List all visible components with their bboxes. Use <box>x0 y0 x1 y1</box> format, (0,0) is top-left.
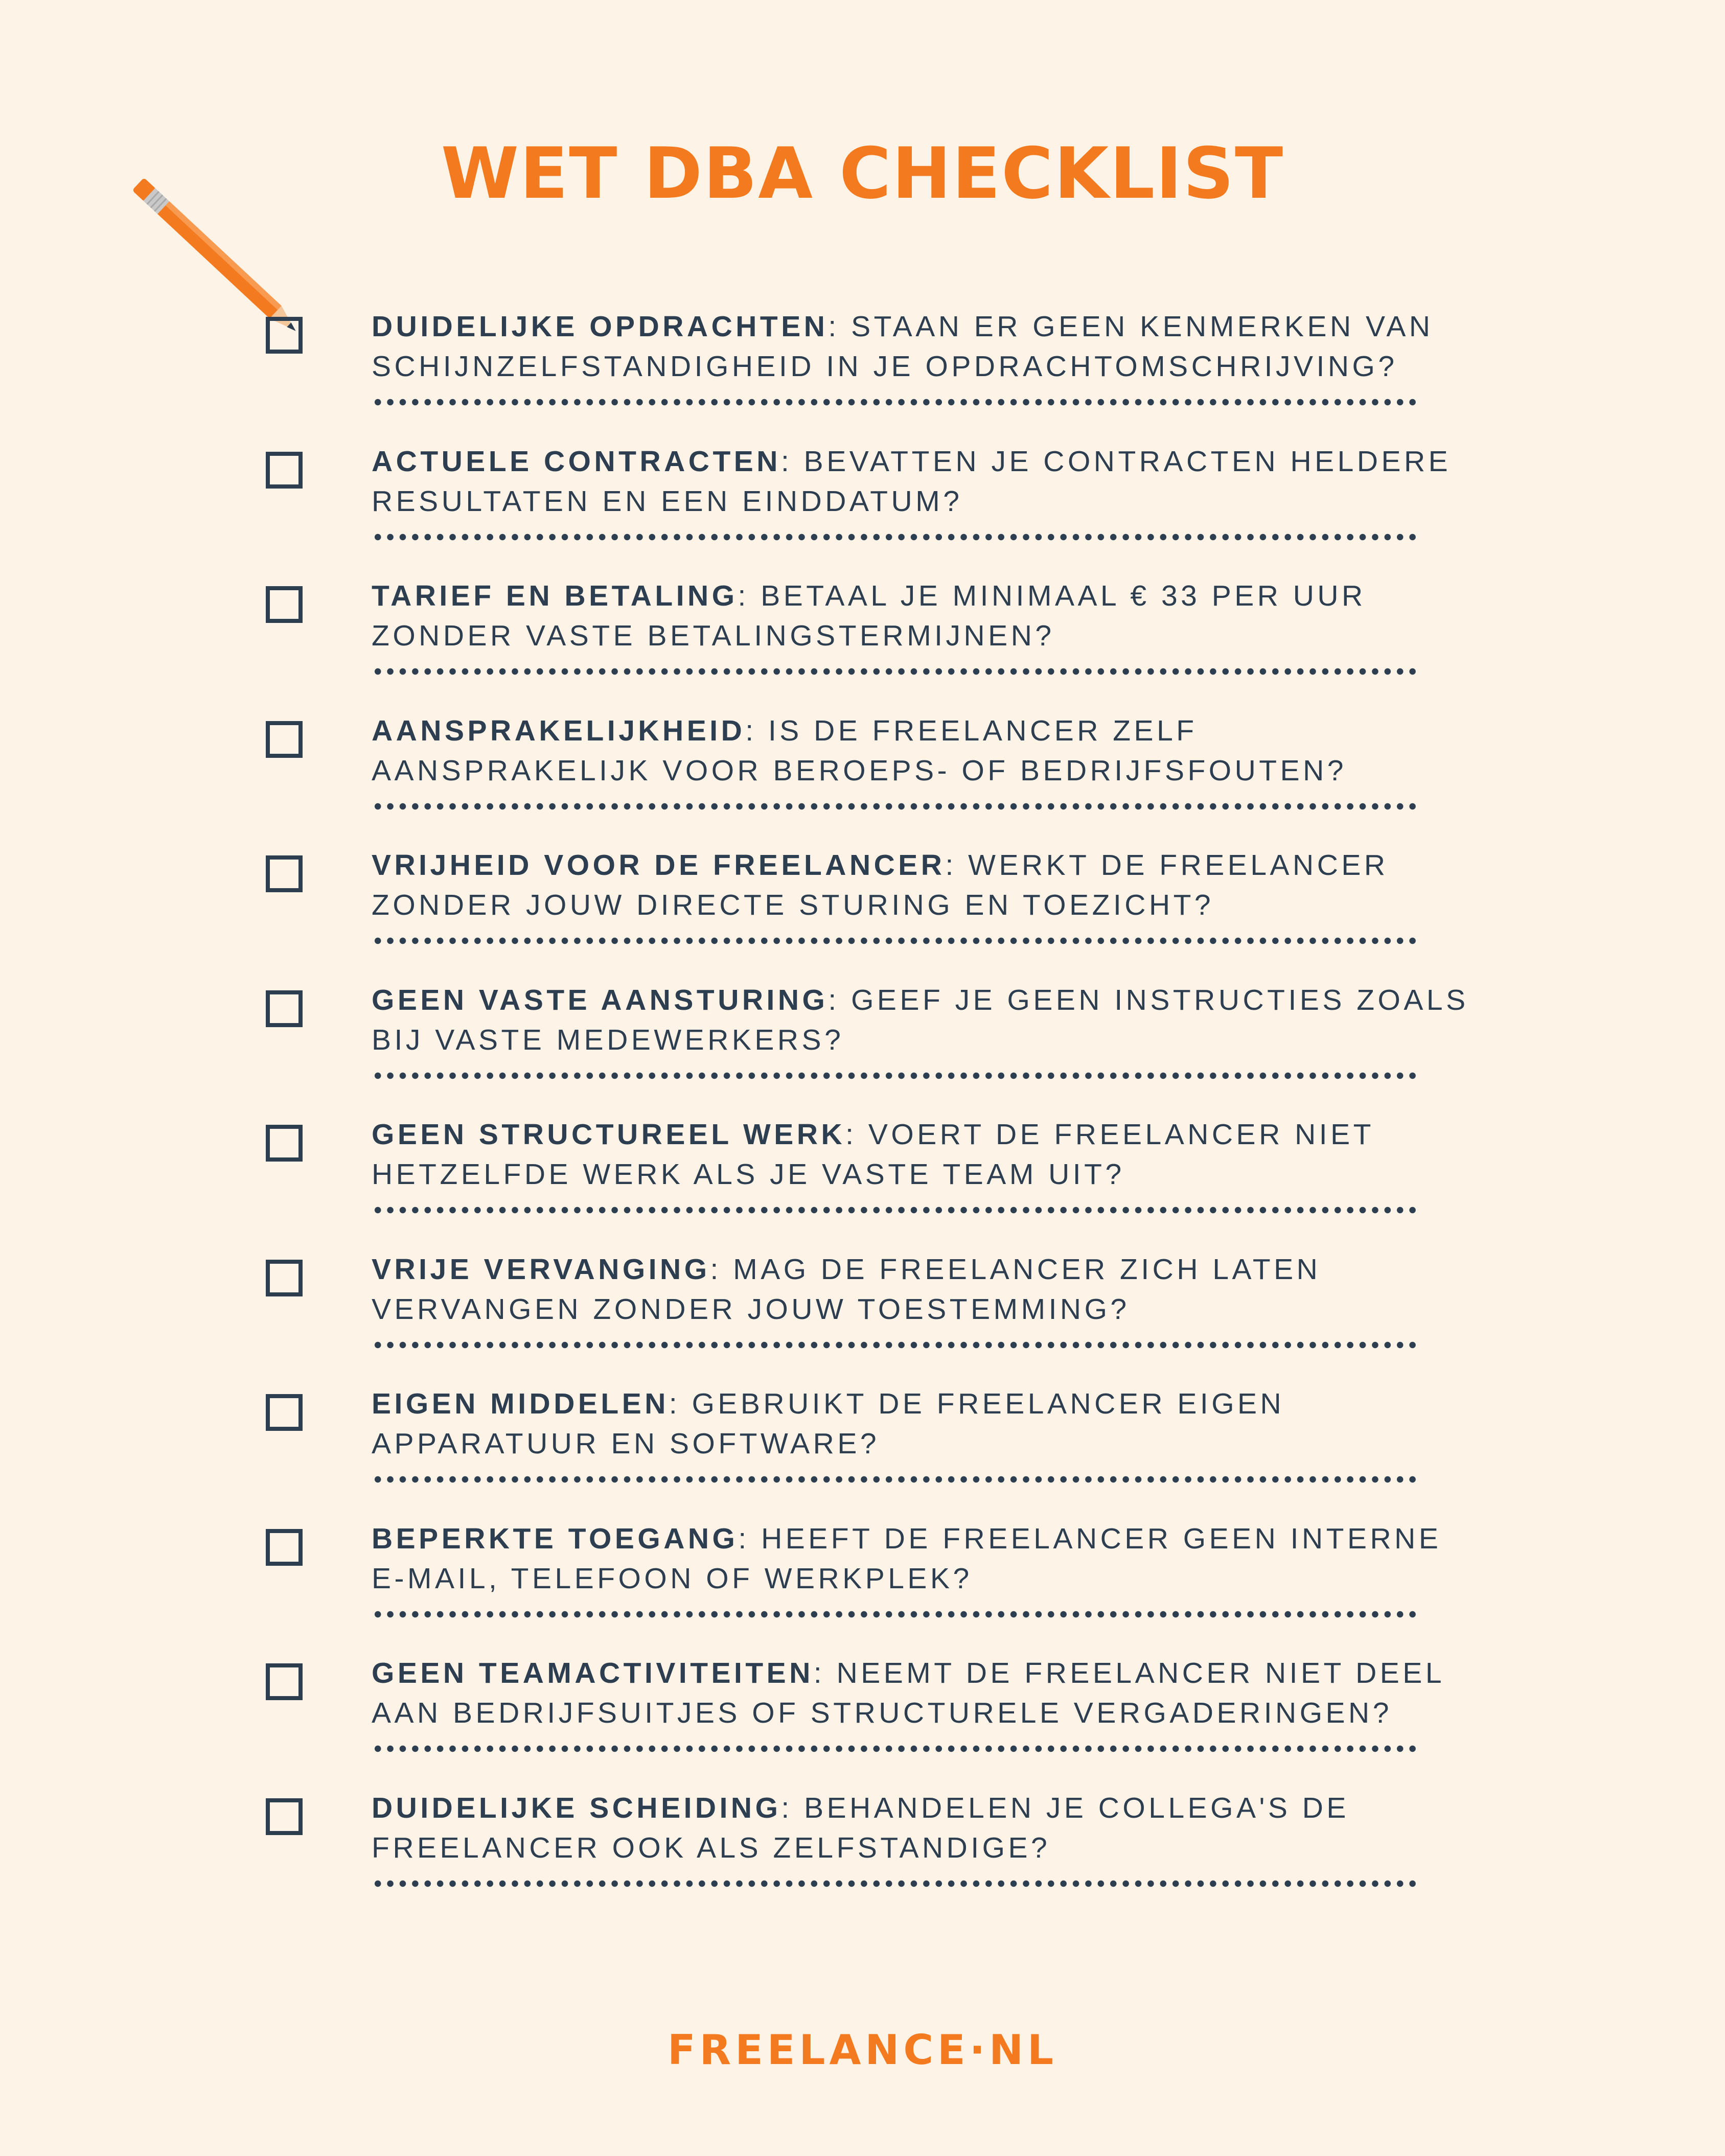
checklist-item-question: GEEF JE GEEN INSTRUCTIES ZOALS BIJ VASTE MEDEWERKERS? <box>372 983 1469 1056</box>
checklist-item-question: NEEMT DE FREELANCER NIET DEEL AAN BEDRIJFSUITJES OF STRUCTURELE VERGADERINGEN? <box>372 1657 1444 1729</box>
checklist-item <box>0 1249 1725 1384</box>
dotted-divider <box>372 1341 1419 1349</box>
checklist-item-question: IS DE FREELANCER ZELF AANSPRAKELIJK VOOR BEROEPS- OF BEDRIJFSFOUTEN? <box>372 714 1347 787</box>
checklist-item-text: DUIDELIJKE SCHEIDING: BEHANDELEN JE COLLEGA'S DE FREELANCER OOK ALS ZELFSTANDIGE? <box>372 1791 1349 1864</box>
checklist-item-text: BEPERKTE TOEGANG: HEEFT DE FREELANCER GEEN INTERNE E-MAIL, TELEFOON OF WERKPLEK? <box>372 1522 1442 1595</box>
dotted-divider <box>372 1745 1419 1752</box>
checklist-item-question: BEVATTEN JE CONTRACTEN HELDERE RESULTATEN EN EEN EINDDATUM? <box>372 445 1452 518</box>
checklist-item-text: DUIDELIJKE OPDRACHTEN: STAAN ER GEEN KENMERKEN VAN SCHIJNZELFSTANDIGHEID IN JE OPDRACHTOMSCHRIJVING? <box>372 310 1434 383</box>
checklist-item <box>0 1519 1725 1653</box>
checklist-item <box>0 1115 1725 1249</box>
checklist-item-term: GEEN STRUCTUREEL WERK <box>372 1118 846 1151</box>
checklist-item-term: VRIJHEID VOOR DE FREELANCER <box>372 849 946 882</box>
checklist-item-term: DUIDELIJKE SCHEIDING <box>372 1791 781 1824</box>
checklist-item <box>0 1788 1725 1922</box>
checklist-item-term: GEEN TEAMACTIVITEITEN <box>372 1657 814 1689</box>
dotted-divider <box>372 1611 1419 1618</box>
checklist-item-question: STAAN ER GEEN KENMERKEN VAN SCHIJNZELFSTANDIGHEID IN JE OPDRACHTOMSCHRIJVING? <box>372 310 1434 383</box>
checklist-item-text: VRIJE VERVANGING: MAG DE FREELANCER ZICH LATEN VERVANGEN ZONDER JOUW TOESTEMMING? <box>372 1253 1321 1326</box>
checklist-item-term: ACTUELE CONTRACTEN <box>372 445 781 478</box>
checklist-item-term: BEPERKTE TOEGANG <box>372 1522 739 1555</box>
checklist-item-text: GEEN VASTE AANSTURING: GEEF JE GEEN INSTRUCTIES ZOALS BIJ VASTE MEDEWERKERS? <box>372 983 1469 1056</box>
checklist-item-question: GEBRUIKT DE FREELANCER EIGEN APPARATUUR EN SOFTWARE? <box>372 1387 1285 1460</box>
brand-logo: FREELANCE·NL <box>667 2026 1058 2074</box>
dotted-divider <box>372 534 1419 541</box>
checklist-item <box>0 711 1725 845</box>
dotted-divider <box>372 803 1419 810</box>
checkbox[interactable] <box>266 1260 303 1296</box>
checklist-item-term: VRIJE VERVANGING <box>372 1253 710 1286</box>
checkbox[interactable] <box>266 317 303 354</box>
checkbox[interactable] <box>266 1125 303 1162</box>
checkbox[interactable] <box>266 1798 303 1835</box>
checklist-item-question: BEHANDELEN JE COLLEGA'S DE FREELANCER OOK ALS ZELFSTANDIGE? <box>372 1791 1349 1864</box>
page-title: WET DBA CHECKLIST <box>441 132 1284 215</box>
checklist-item-text: VRIJHEID VOOR DE FREELANCER: WERKT DE FREELANCER ZONDER JOUW DIRECTE STURING EN TOEZICHT? <box>372 849 1389 921</box>
checklist-item <box>0 980 1725 1115</box>
checklist-item-term: TARIEF EN BETALING <box>372 579 738 612</box>
dotted-divider <box>372 1880 1419 1887</box>
checklist-item-text: AANSPRAKELIJKHEID: IS DE FREELANCER ZELF AANSPRAKELIJK VOOR BEROEPS- OF BEDRIJFSFOUTEN? <box>372 714 1347 787</box>
checklist-item <box>0 1653 1725 1788</box>
checklist-item-term: GEEN VASTE AANSTURING <box>372 983 829 1016</box>
checklist-item <box>0 1384 1725 1518</box>
checkbox[interactable] <box>266 586 303 623</box>
checkbox[interactable] <box>266 1394 303 1431</box>
dotted-divider <box>372 937 1419 944</box>
checklist-item-question: MAG DE FREELANCER ZICH LATEN VERVANGEN ZONDER JOUW TOESTEMMING? <box>372 1253 1321 1326</box>
checklist-item <box>0 576 1725 710</box>
checklist-item-question: VOERT DE FREELANCER NIET HETZELFDE WERK ALS JE VASTE TEAM UIT? <box>372 1118 1374 1191</box>
checklist-item <box>0 307 1725 441</box>
checklist-item <box>0 845 1725 980</box>
checklist-item-question: WERKT DE FREELANCER ZONDER JOUW DIRECTE STURING EN TOEZICHT? <box>372 849 1389 921</box>
checklist-item-term: EIGEN MIDDELEN <box>372 1387 669 1420</box>
checklist-item-text: GEEN TEAMACTIVITEITEN: NEEMT DE FREELANCER NIET DEEL AAN BEDRIJFSUITJES OF STRUCTURELE VERGADERINGEN? <box>372 1657 1444 1729</box>
checklist-item-term: DUIDELIJKE OPDRACHTEN <box>372 310 829 343</box>
checkbox[interactable] <box>266 452 303 489</box>
dotted-divider <box>372 1476 1419 1483</box>
checkbox[interactable] <box>266 1663 303 1700</box>
checklist-item-term: AANSPRAKELIJKHEID <box>372 714 746 747</box>
dotted-divider <box>372 1072 1419 1079</box>
checkbox[interactable] <box>266 1529 303 1566</box>
checkbox[interactable] <box>266 721 303 758</box>
dotted-divider <box>372 1207 1419 1214</box>
checkbox[interactable] <box>266 990 303 1027</box>
checklist-item-text: ACTUELE CONTRACTEN: BEVATTEN JE CONTRACTEN HELDERE RESULTATEN EN EEN EINDDATUM? <box>372 445 1452 518</box>
dotted-divider <box>372 399 1419 406</box>
checklist-item <box>0 442 1725 576</box>
checklist-item-question: HEEFT DE FREELANCER GEEN INTERNE E-MAIL, TELEFOON OF WERKPLEK? <box>372 1522 1442 1595</box>
checkbox[interactable] <box>266 855 303 892</box>
checklist-item-text: EIGEN MIDDELEN: GEBRUIKT DE FREELANCER EIGEN APPARATUUR EN SOFTWARE? <box>372 1387 1285 1460</box>
checklist-item-text: GEEN STRUCTUREEL WERK: VOERT DE FREELANCER NIET HETZELFDE WERK ALS JE VASTE TEAM UIT? <box>372 1118 1374 1191</box>
dotted-divider <box>372 668 1419 675</box>
checklist-item-text: TARIEF EN BETALING: BETAAL JE MINIMAAL € 33 PER UUR ZONDER VASTE BETALINGSTERMIJNEN? <box>372 579 1366 652</box>
checklist-item-question: BETAAL JE MINIMAAL € 33 PER UUR ZONDER VASTE BETALINGSTERMIJNEN? <box>372 579 1366 652</box>
